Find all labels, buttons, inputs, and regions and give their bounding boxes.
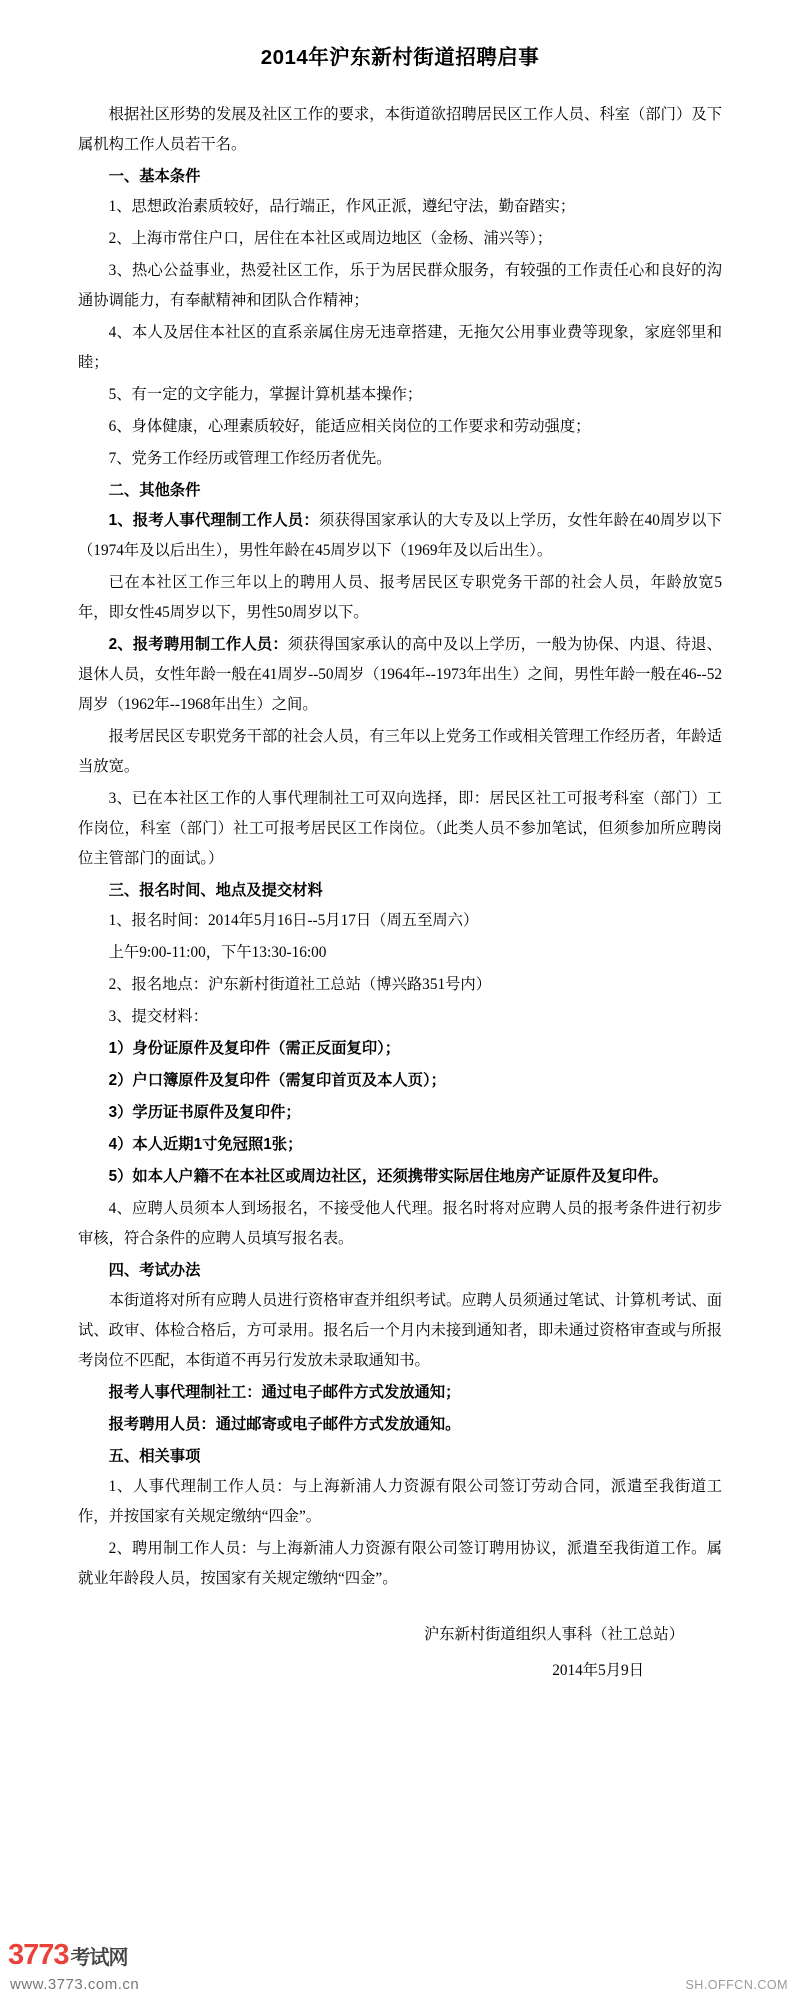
paragraph-s3-3-item-1: 1）身份证原件及复印件（需正反面复印）； — [108, 1040, 401, 1057]
page-title: 2014年沪东新村街道招聘启事 — [260, 46, 540, 69]
watermark-url: www.3773.com.cn — [10, 1976, 140, 1993]
paragraph-s3-1: 1、报名时间：2014年5月16日--5月17日（周五至周六） — [108, 912, 479, 929]
paragraph-s2-2-text: 须获得国家承认的高中及以上学历，一般为协保、内退、待退、退休人员，女性年龄一般在41周岁--50周岁（1964年--1973年出生）之间，男性年龄一般在46--52周岁（1962年--1968年出生）之间。 — [78, 636, 722, 713]
signature-org: 沪东新村街道组织人事科（社工总站） — [423, 1626, 684, 1643]
paragraph-s4-1: 本街道将对所有应聘人员进行资格审查并组织考试。应聘人员须通过笔试、计算机考试、面试、政审、体检合格后，方可录用。报名后一个月内未接到通知者，即未通过资格审查或与所报考岗位不匹配，本街道不再另行发放未录取通知书。 — [78, 1292, 722, 1369]
paragraph-s3-3: 3、提交材料： — [108, 1008, 209, 1025]
paragraph-s1-2: 2、上海市常住户口，居住在本社区或周边地区（金杨、浦兴等）； — [108, 230, 553, 247]
paragraph-s3-2: 2、报名地点：沪东新村街道社工总站（博兴路351号内） — [108, 976, 492, 993]
paragraph-s1-7: 7、党务工作经历或管理工作经历者优先。 — [108, 450, 392, 467]
paragraph-s4-3-label: 报考聘用人员： — [108, 1416, 216, 1433]
paragraph-s2-2-label: 2、报考聘用制工作人员： — [108, 636, 288, 653]
paragraph-s3-3-item-5: 5）如本人户籍不在本社区或周边社区，还须携带实际居住地房产证原件及复印件。 — [108, 1168, 668, 1185]
paragraph-s5-2: 2、聘用制工作人员：与上海新浦人力资源有限公司签订聘用协议，派遣至我街道工作。属就业年龄段人员，按国家有关规定缴纳“四金”。 — [78, 1540, 722, 1587]
footer-watermark — [0, 1914, 800, 2000]
paragraph-s2-3: 3、已在本社区工作的人事代理制社工可双向选择，即：居民区社工可报考科室（部门）工作岗位，科室（部门）社工可报考居民区工作岗位。（此类人员不参加笔试，但须参加所应聘岗位主管部门的面试。） — [78, 790, 722, 867]
paragraph-s1-5: 5、有一定的文字能力，掌握计算机基本操作； — [108, 386, 423, 403]
paragraph-s1-1: 1、思想政治素质较好，品行端正，作风正派，遵纪守法，勤奋踏实； — [108, 198, 576, 215]
paragraph-s1-6: 6、身体健康，心理素质较好，能适应相关岗位的工作要求和劳动强度； — [108, 418, 591, 435]
section-heading-1: 一、基本条件 — [108, 168, 201, 185]
paragraph-s2-1 — [78, 506, 722, 566]
section-heading-2: 二、其他条件 — [108, 482, 201, 499]
paragraph-s4-3-text: 通过邮寄或电子邮件方式发放通知。 — [215, 1416, 461, 1433]
signature-date: 2014年5月9日 — [552, 1662, 644, 1679]
paragraph-s4-3 — [78, 1410, 722, 1440]
paragraph-s4-2-label: 报考人事代理制社工： — [108, 1384, 262, 1401]
watermark-number: 3773 — [8, 1939, 69, 1971]
paragraph-s2-1-label: 1、报考人事代理制工作人员： — [108, 512, 319, 529]
paragraph-s2-1-text: 须获得国家承认的大专及以上学历，女性年龄在40周岁以下（1974年及以后出生），男性年龄在45周岁以下（1969年及以后出生）。 — [78, 512, 722, 559]
paragraph-intro: 根据社区形势的发展及社区工作的要求，本街道欲招聘居民区工作人员、科室（部门）及下属机构工作人员若干名。 — [78, 106, 722, 153]
watermark-source: SH.OFFCN.COM — [685, 1977, 788, 1992]
paragraph-s3-3-item-4: 4）本人近期1寸免冠照1张； — [108, 1136, 303, 1153]
paragraph-s1-4: 4、本人及居住本社区的直系亲属住房无违章搭建，无拖欠公用事业费等现象，家庭邻里和睦； — [78, 324, 722, 371]
paragraph-s4-2 — [78, 1378, 722, 1408]
paragraph-s2-2b: 报考居民区专职党务干部的社会人员，有三年以上党务工作或相关管理工作经历者，年龄适当放宽。 — [78, 728, 722, 775]
paragraph-s3-4: 4、应聘人员须本人到场报名，不接受他人代理。报名时将对应聘人员的报考条件进行初步审核，符合条件的应聘人员填写报名表。 — [78, 1200, 722, 1247]
paragraph-s5-1: 1、人事代理制工作人员：与上海新浦人力资源有限公司签订劳动合同，派遣至我街道工作，并按国家有关规定缴纳“四金”。 — [78, 1478, 722, 1525]
paragraph-s4-2-text: 通过电子邮件方式发放通知； — [261, 1384, 461, 1401]
paragraph-s3-3-item-3: 3）学历证书原件及复印件； — [108, 1104, 301, 1121]
watermark-cn-text: 考试网 — [70, 1947, 128, 1969]
section-heading-3: 三、报名时间、地点及提交材料 — [108, 882, 323, 899]
paragraph-s1-3: 3、热心公益事业，热爱社区工作，乐于为居民群众服务，有较强的工作责任心和良好的沟通协调能力，有奉献精神和团队合作精神； — [78, 262, 722, 309]
paragraph-s2-2 — [78, 630, 722, 720]
paragraph-s2-1b: 已在本社区工作三年以上的聘用人员、报考居民区专职党务干部的社会人员，年龄放宽5年，即女性45周岁以下，男性50周岁以下。 — [78, 574, 722, 621]
section-heading-5: 五、相关事项 — [108, 1448, 201, 1465]
section-heading-4: 四、考试办法 — [108, 1262, 201, 1279]
paragraph-s3-3-item-2: 2）户口簿原件及复印件（需复印首页及本人页）； — [108, 1072, 446, 1089]
watermark-logo — [8, 1941, 128, 1970]
paragraph-s3-1b: 上午9:00-11:00，下午13:30-16:00 — [108, 944, 327, 961]
